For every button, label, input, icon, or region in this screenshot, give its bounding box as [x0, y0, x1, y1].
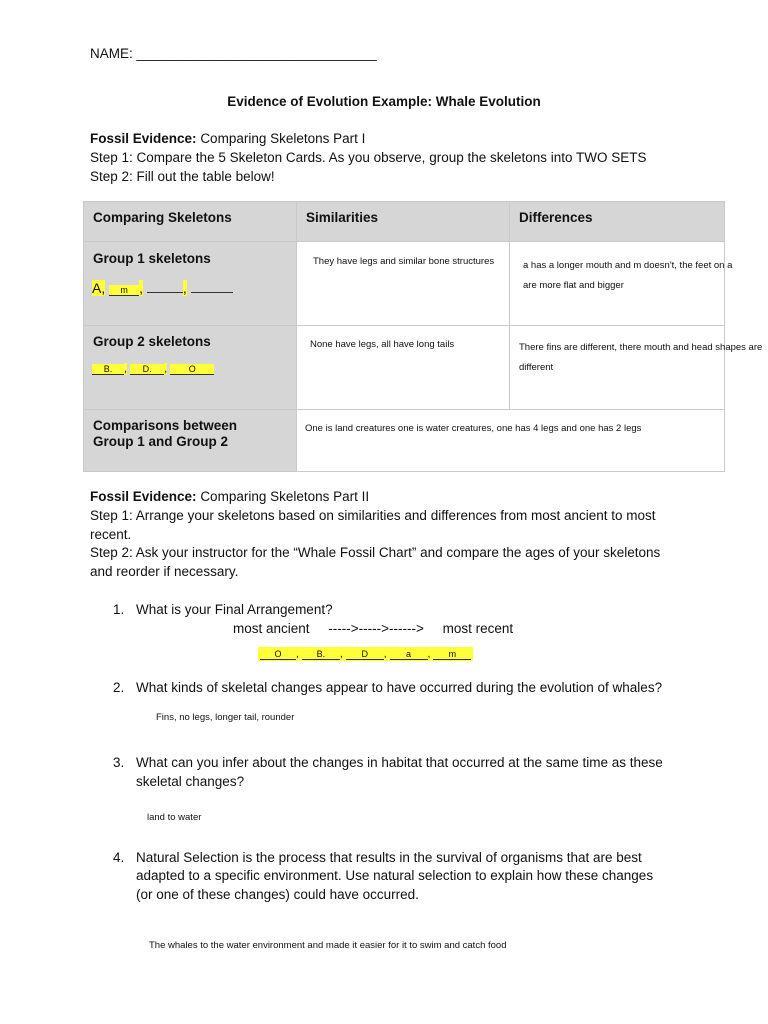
part2-heading: [90, 489, 369, 504]
group2-blank-2: D.: [130, 364, 164, 375]
group1-blank-3: [191, 292, 233, 293]
q1-arrangement-answers: O , B. , D , a , m: [258, 647, 473, 661]
group1-cell: [84, 242, 297, 326]
group2-differences-2: different: [519, 362, 554, 373]
page-title: Evidence of Evolution Example: Whale Evolution: [227, 94, 541, 109]
group2-blanks: B. , D. , O: [92, 363, 214, 375]
group1-blanks: A, m , ,: [92, 280, 233, 296]
q1-answer-3: D: [346, 649, 384, 660]
group1-blank-2: [147, 292, 183, 293]
comparisons-cell: [84, 410, 297, 472]
q1-answer-1: O: [260, 649, 296, 660]
group2-blank-1: B.: [92, 364, 124, 375]
group2-differences-cell: [510, 326, 763, 410]
q1-answer-5: m: [433, 649, 471, 660]
comparison-table: [83, 201, 763, 472]
group1-label: Group 1 skeletons: [93, 251, 211, 266]
group2-similarities: None have legs, all have long tails: [310, 339, 455, 350]
part2-step1-2: recent.: [90, 527, 132, 542]
q4-text-3: (or one of these changes) could have occurred.: [136, 887, 419, 902]
q3-answer: land to water: [147, 812, 202, 823]
part2-label: Fossil Evidence:: [90, 489, 197, 504]
group2-cell: [84, 326, 297, 410]
q4-answer: The whales to the water environment and made it easier for it to swim and catch food: [149, 940, 507, 951]
group2-label: Group 2 skeletons: [93, 334, 211, 349]
comparisons-label-2: Group 1 and Group 2: [93, 434, 229, 449]
q2-answer: Fins, no legs, longer tail, rounder: [156, 712, 295, 723]
q1-arrangement-label: most ancient ----->----->------> most recent: [233, 621, 514, 636]
group2-similarities-cell: [297, 326, 510, 410]
q2-number: 2.: [113, 680, 125, 695]
q4-text-2: adapted to a specific environment. Use natural selection to explain how these changes: [136, 868, 654, 883]
group1-similarities: They have legs and similar bone structures: [313, 256, 495, 267]
group2-blank-3: O: [170, 364, 214, 375]
header-similarities: Similarities: [297, 202, 510, 242]
group1-differences-1: a has a longer mouth and m doesn't, the feet on a: [523, 260, 733, 271]
part1-step1: Step 1: Compare the 5 Skeleton Cards. As you observe, group the skeletons into TWO SETS: [90, 150, 647, 165]
part1-heading-text: Comparing Skeletons Part I: [200, 131, 366, 146]
part2-step2-1: Step 2: Ask your instructor for the “Whale Fossil Chart” and compare the ages of your skeletons: [90, 545, 661, 560]
q3-text-2: skeletal changes?: [136, 774, 245, 789]
group1-differences-2: are more flat and bigger: [523, 280, 624, 291]
header-comparing-skeletons: Comparing Skeletons: [84, 202, 297, 242]
part1-step2: Step 2: Fill out the table below!: [90, 169, 275, 184]
q3-text-1: What can you infer about the changes in habitat that occurred at the same time as these: [136, 755, 663, 770]
group1-blank-1: m: [109, 285, 139, 296]
part2-step1-1: Step 1: Arrange your skeletons based on similarities and differences from most ancient to most: [90, 508, 656, 523]
group1-first: A,: [92, 280, 106, 296]
q2-text: What kinds of skeletal changes appear to have occurred during the evolution of whales?: [136, 680, 663, 695]
q4-text-1: Natural Selection is the process that results in the survival of organisms that are best: [136, 850, 642, 865]
q1-answer-4: a: [390, 649, 428, 660]
q1-text: What is your Final Arrangement?: [136, 602, 333, 617]
group1-differences-cell: [510, 242, 733, 326]
q3-number: 3.: [113, 755, 125, 770]
comparisons-answer: One is land creatures one is water creatures, one has 4 legs and one has 2 legs: [305, 423, 642, 434]
group2-differences-1: There fins are different, there mouth and head shapes are: [519, 342, 763, 353]
group1-similarities-cell: [297, 242, 510, 326]
name-line: NAME: ________________________________: [90, 46, 377, 61]
comparisons-answer-cell: [297, 410, 725, 472]
q1-answer-2: B.: [302, 649, 340, 660]
comparisons-label-1: Comparisons between: [93, 418, 238, 433]
q4-number: 4.: [113, 850, 125, 865]
header-differences: Differences: [510, 202, 725, 242]
part1-heading: [90, 131, 365, 146]
part1-label: Fossil Evidence:: [90, 131, 197, 146]
part2-step2-2: and reorder if necessary.: [90, 564, 239, 579]
part2-heading-text: Comparing Skeletons Part II: [200, 489, 370, 504]
q1-number: 1.: [113, 602, 125, 617]
